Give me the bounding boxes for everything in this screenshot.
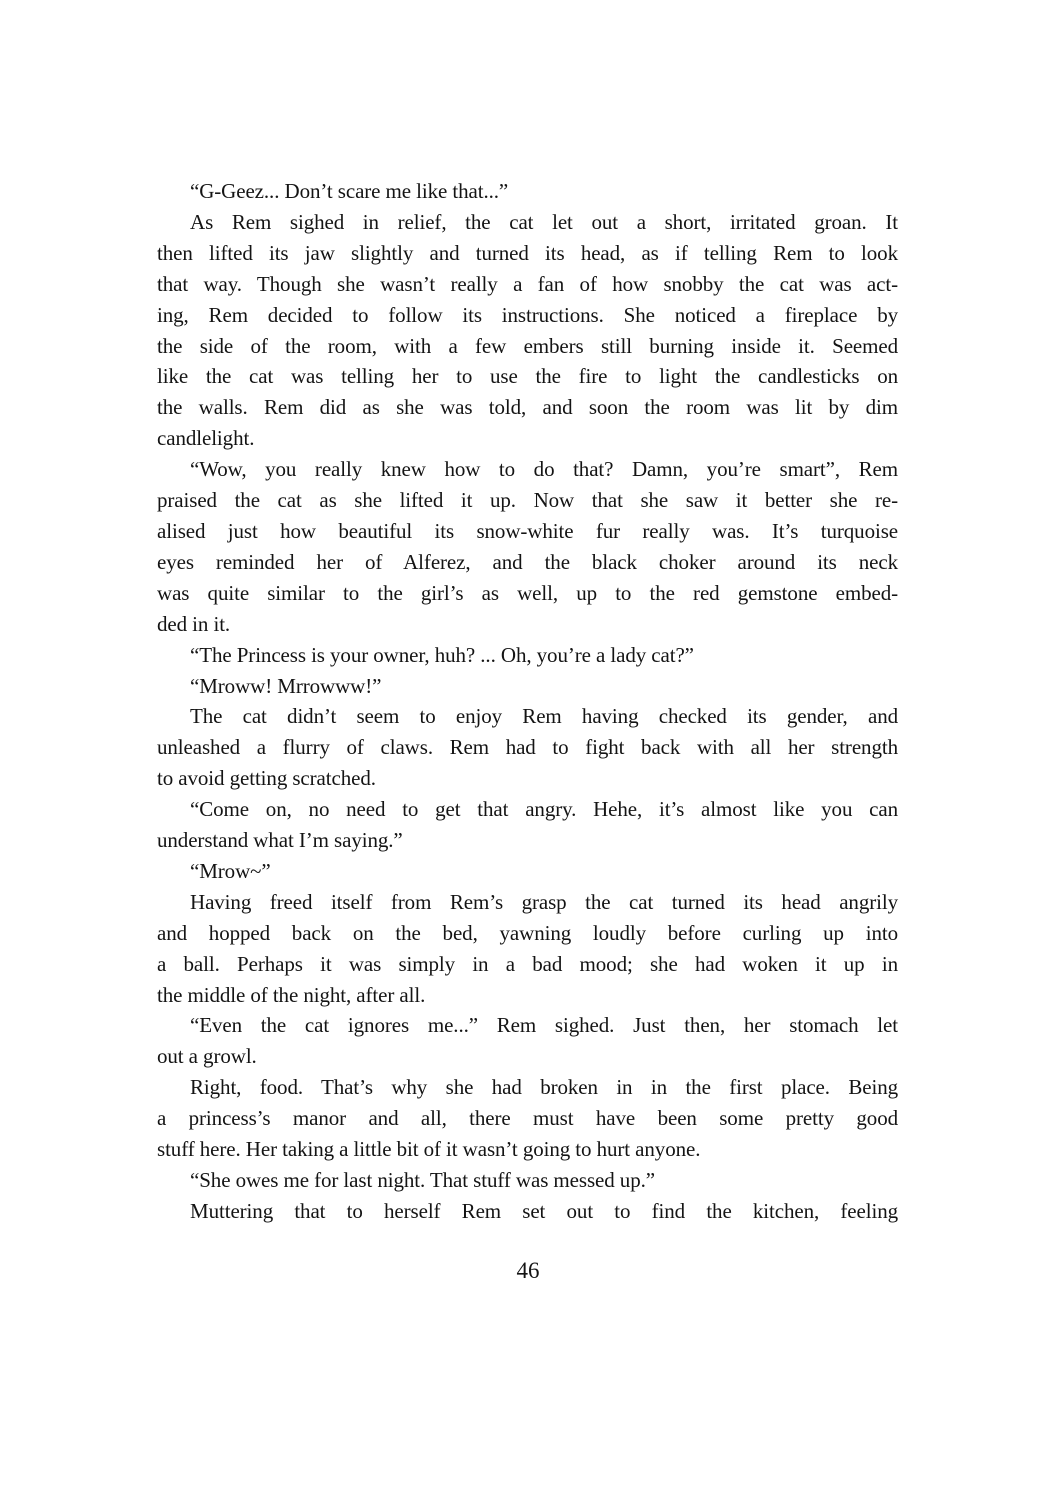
text-line: alised just how beautiful its snow-white fur really was. It’s turquoise: [157, 518, 898, 543]
text-line: was quite similar to the girl’s as well, up to the red gemstone embed-: [157, 580, 898, 605]
text-line: Right, food. That’s why she had broken in in the first place. Being: [190, 1075, 898, 1100]
text-line: “G-Geez... Don’t scare me like that...”: [190, 179, 509, 203]
text-line: “Mroww! Mrrowww!”: [190, 673, 382, 698]
text-line: and hopped back on the bed, yawning loudly before curling up into: [157, 920, 898, 945]
text-line: “The Princess is your owner, huh? ... Oh, you’re a lady cat?”: [190, 642, 694, 667]
text-line: a princess’s manor and all, there must have been some pretty good: [157, 1106, 898, 1131]
text-line: that way. Though she wasn’t really a fan of how snobby the cat was act-: [157, 271, 898, 296]
text-line: stuff here. Her taking a little bit of it wasn’t going to hurt anyone.: [157, 1137, 701, 1162]
text-line: like the cat was telling her to use the fire to light the candlesticks on: [157, 364, 898, 389]
text-line: The cat didn’t seem to enjoy Rem having checked its gender, and: [190, 704, 898, 729]
text-line: ded in it.: [157, 611, 231, 636]
text-line: a ball. Perhaps it was simply in a bad mood; she had woken it up in: [157, 951, 898, 976]
text-line: to avoid getting scratched.: [157, 766, 376, 791]
text-line: candlelight.: [157, 426, 255, 451]
page-number: 46: [516, 1258, 540, 1283]
text-line: out a growl.: [157, 1044, 257, 1069]
text-line: As Rem sighed in relief, the cat let out a short, irritated groan. It: [190, 209, 898, 234]
text-line: understand what I’m saying.”: [157, 828, 403, 853]
text-line: the middle of the night, after all.: [157, 982, 426, 1007]
text-line: “Wow, you really knew how to do that? Damn, you’re smart”, Rem: [190, 457, 898, 482]
text-line: the walls. Rem did as she was told, and soon the room was lit by dim: [157, 395, 898, 420]
text-line: the side of the room, with a few embers still burning inside it. Seemed: [157, 333, 898, 358]
text-line: Having freed itself from Rem’s grasp the cat turned its head angrily: [190, 889, 898, 914]
text-line: eyes reminded her of Alferez, and the black choker around its neck: [157, 549, 898, 574]
text-line: then lifted its jaw slightly and turned its head, as if telling Rem to look: [157, 240, 898, 265]
text-line: “Even the cat ignores me...” Rem sighed. Just then, her stomach let: [190, 1013, 898, 1038]
text-line: “Mrow~”: [190, 858, 271, 883]
text-line: Muttering that to herself Rem set out to find the kitchen, feeling: [190, 1198, 898, 1223]
text-line: unleashed a flurry of claws. Rem had to fight back with all her strength: [157, 735, 898, 760]
text-line: praised the cat as she lifted it up. Now that she saw it better she re-: [157, 488, 898, 513]
text-line: ing, Rem decided to follow its instructions. She noticed a fireplace by: [157, 302, 898, 327]
text-line: “She owes me for last night. That stuff was messed up.”: [190, 1168, 655, 1192]
text-line: “Come on, no need to get that angry. Hehe, it’s almost like you can: [190, 797, 898, 822]
page-text: [157, 176, 898, 1227]
